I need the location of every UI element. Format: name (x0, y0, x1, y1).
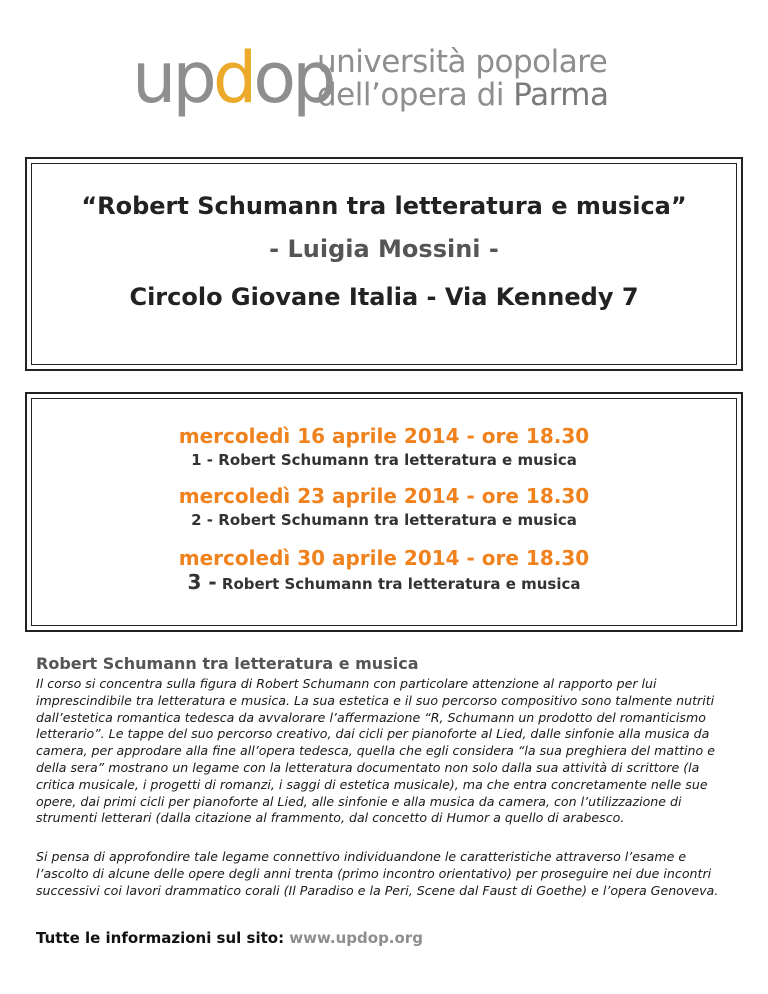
session-topic-line (27, 510, 741, 530)
title-box (25, 157, 743, 371)
logo-text (317, 46, 609, 112)
description-heading: Robert Schumann tra letteratura e musica (36, 654, 419, 673)
speaker-name: - Luigia Mossini - (269, 235, 499, 263)
session-number: 1 - (191, 451, 214, 469)
venue: Circolo Giovane Italia - Via Kennedy 7 (129, 283, 639, 311)
sessions-box (25, 392, 743, 632)
session-number: 2 - (191, 511, 214, 529)
logo-line-2-strong: Parma (513, 77, 609, 113)
session-date: mercoledì 23 aprile 2014 - ore 18.30 (178, 484, 590, 508)
session-topic: Robert Schumann tra letteratura e musica (218, 511, 577, 529)
session-number: 3 - (187, 570, 217, 594)
session-date: mercoledì 16 aprile 2014 - ore 18.30 (178, 424, 590, 448)
session-topic-line (27, 450, 741, 470)
logo-line-2 (317, 79, 609, 112)
logo-mark-accent: d (212, 37, 254, 119)
session-item (27, 424, 741, 470)
event-title: “Robert Schumann tra letteratura e musica” (81, 192, 687, 220)
logo-mark (132, 37, 333, 119)
session-topic: Robert Schumann tra letteratura e musica (218, 451, 577, 469)
session-item (27, 546, 741, 594)
description-paragraph-2: Si pensa di approfondire tale legame connettivo individuandone le caratteristiche attraverso l’esame e l’ascolto di alcune delle opere degli anni trenta (primo incontro orientativo) per proseguire nei due incontri successivi coi lavori drammatico corali (Il Paradiso e la Peri, Scene dal Faust di Goethe) e l’opera Genoveva. (36, 849, 719, 898)
logo-mark-post: op (253, 37, 333, 119)
logo-mark-pre: up (132, 37, 213, 119)
logo-line-2-pre: dell’opera di (317, 77, 514, 113)
session-topic: Robert Schumann tra letteratura e musica (221, 575, 581, 593)
logo (132, 37, 652, 120)
session-item (27, 484, 741, 530)
description-paragraph-1: Il corso si concentra sulla figura di Robert Schumann con particolare attenzione al rapporto per lui imprescindibile tra letteratura e musica. La sua estetica e il suo percorso compositivo sono talmente nutriti dall’estetica romantica tedesca da avvalorare l’affermazione “R, Schumann un prodotto del romanticismo letterario”. Le tappe del suo percorso creativo, dai cicli per pianoforte al Lied, dalle sinfonie alla musica da camera, per approdare alla fine all’opera tedesca, quella che egli considera “la sua preghiera del mattino e della sera” mostrano un legame con la letteratura documentato non solo dalla sua attività di scrittore (la critica musicale, i progetti di romanzi, i saggi di estetica musicale), ma che entra concretamente nelle sue opere, dai primi cicli per pianoforte al Lied, alle sinfonie e alla musica da camera, con l’utilizzazione di strumenti letterari (dalla citazione al frammento, dal concetto di Humor a quello di arabesco. (36, 676, 715, 826)
logo-line-1: università popolare (317, 44, 608, 80)
website-link[interactable]: www.updop.org (289, 929, 423, 947)
footer-info (36, 929, 423, 947)
footer-label: Tutte le informazioni sul sito: (36, 929, 290, 947)
session-topic-line (27, 572, 741, 594)
session-date: mercoledì 30 aprile 2014 - ore 18.30 (178, 546, 590, 570)
